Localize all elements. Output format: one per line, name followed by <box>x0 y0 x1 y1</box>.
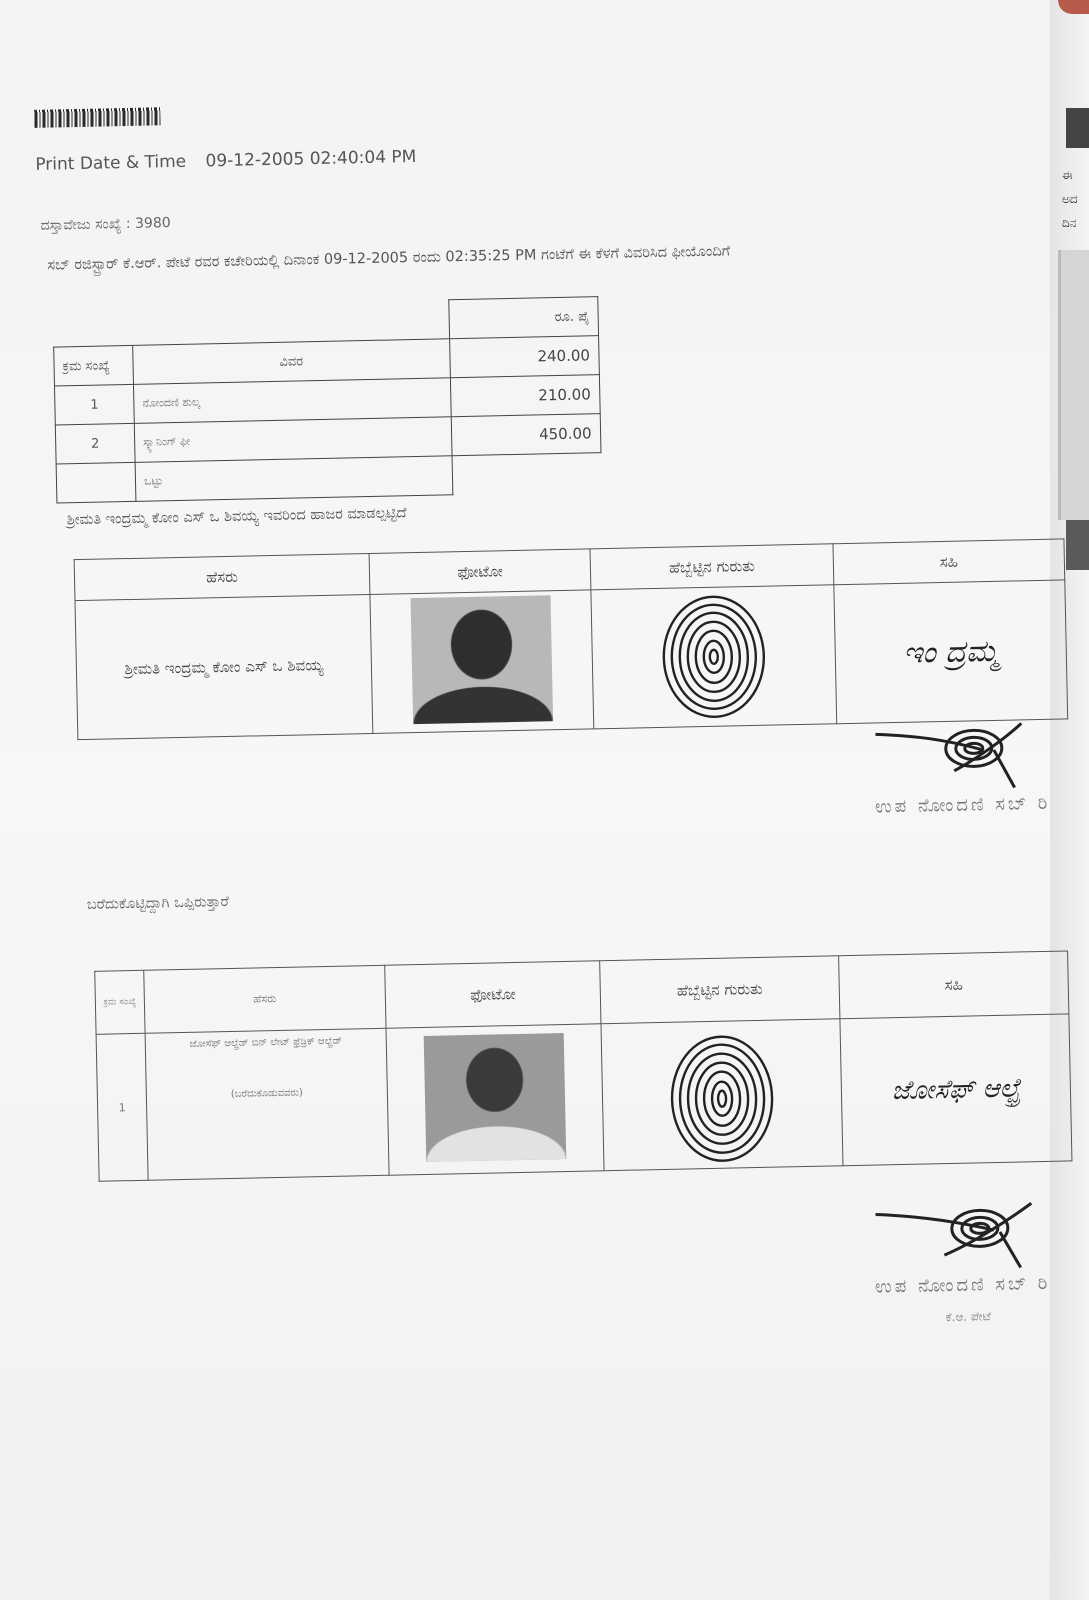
witness-caption: ಬರೆದುಕೊಟ್ಟಿದ್ದಾಗಿ ಒಪ್ಪಿರುತ್ತಾರೆ <box>86 894 229 913</box>
print-date-label: Print Date & Time <box>35 151 187 175</box>
intro-text: ಸಬ್ ರಜಿಸ್ಟ್ರಾರ್ ಕೆ.ಆರ್. ಪೇಟೆ ರವರ ಕಚೇರಿಯಲ್ಲಿ ದಿನಾಂಕ 09-12-2005 ರಂದು 02:35:25 PM ಗಂಟೆಗೆ ಈ ಕೆಳಗೆ ವಿವರಿಸಿದ ಫೀಯೊಂದಿಗೆ <box>47 243 731 274</box>
name-header: ಹೆಸರು <box>144 965 386 1033</box>
witness-name: ಜೋಸೆಫ್ ಆಲ್ಫ್ರೆಡ್ ಬಿನ್ ಲೇಟ್ ಫ್ರೆಡ್ರಿಕ್ ಆಲ್ಫ್ರೆಡ್ <box>189 1035 343 1050</box>
party-name: ಶ್ರೀಮತಿ ಇಂದ್ರಮ್ಮ ಕೋಂ ಎಸ್ ಒ ಶಿವಯ್ಯ <box>75 594 373 739</box>
presenter-text: ಶ್ರೀಮತಿ ಇಂದ್ರಮ್ಮ ಕೋಂ ಎಸ್ ಒ ಶಿವಯ್ಯ ಇವರಿಂದ ಹಾಜರ ಮಾಡಲ್ಪಟ್ಟಿದೆ <box>66 505 407 529</box>
fee-amount: 210.00 <box>450 375 600 417</box>
official-seal <box>873 1197 1051 1327</box>
witness-table <box>94 950 1072 1181</box>
fee-detail: ಸ್ಕ್ಯಾನಿಂಗ್ ಫೀ <box>134 417 451 463</box>
seal-subtext: ಕೆ.ಆ. ಪೇಟೆ <box>945 1309 992 1325</box>
photo-header: ಫೋಟೋ <box>385 961 601 1028</box>
party-signature: ಇಂ ದ್ರಮ್ಮ <box>902 633 999 671</box>
barcode <box>34 107 160 128</box>
fee-table <box>52 296 601 503</box>
official-seal <box>873 719 1050 818</box>
witness-serial: 1 <box>96 1033 148 1181</box>
document-content <box>30 78 1089 1399</box>
sign-header: ಸಹಿ <box>833 539 1065 585</box>
witness-photo <box>424 1033 567 1162</box>
print-date-value: 09-12-2005 02:40:04 PM <box>205 146 417 172</box>
document-number: ದಸ್ತಾವೇಜು ಸಂಖ್ಯೆ : 3980 <box>40 215 171 234</box>
signature-scribble-icon <box>873 719 1024 792</box>
fee-amount: 240.00 <box>449 336 599 378</box>
seal-text: ಉಪ ನೋಂದಣಿ ಸಬ್ ರಿ <box>874 1272 1051 1298</box>
fee-detail: ನೋಂದಣಿ ಶುಲ್ಕ <box>133 378 450 424</box>
print-date-line <box>35 147 430 175</box>
table-row <box>96 1014 1072 1181</box>
fingerprint-icon <box>664 1022 779 1164</box>
edge-text: ಅದ <box>1062 192 1078 206</box>
detail-header: ವಿವರ <box>133 339 450 385</box>
serial-header: ಕ್ರಮ ಸಂಖ್ಯೆ <box>54 345 134 386</box>
amount-header: ರೂ. ಪೈ <box>448 297 598 339</box>
sign-header: ಸಹಿ <box>839 951 1069 1019</box>
party-photo <box>411 595 554 724</box>
party-table <box>74 538 1069 740</box>
fingerprint-icon <box>656 588 771 722</box>
seal-text: ಉಪ ನೋಂದಣಿ ಸಬ್ ರಿ <box>874 792 1051 818</box>
signature-scribble-icon <box>873 1197 1034 1272</box>
thumb-header: ಹೆಬ್ಬೆಟ್ಟಿನ ಗುರುತು <box>590 544 834 590</box>
thumb-header: ಹೆಬ್ಬೆಟ್ಟಿನ ಗುರುತು <box>600 956 840 1024</box>
witness-signature: ಜೋಸೆಫ್ ಆಲ್ಫ್ರೆ <box>891 1072 1021 1106</box>
edge-text: ದಿನ <box>1062 216 1077 230</box>
name-header: ಹೆಸರು <box>74 553 370 600</box>
edge-text: ಈ <box>1062 168 1073 182</box>
serial-header: ಕ್ರಮ ಸಂಖ್ಯೆ <box>95 970 145 1034</box>
fee-total: 450.00 <box>451 414 601 456</box>
table-row <box>75 580 1068 740</box>
fee-total-label: ಒಟ್ಟು <box>135 456 452 502</box>
fee-serial: 1 <box>54 384 134 425</box>
fee-serial: 2 <box>55 423 135 464</box>
photo-header: ಫೋಟೋ <box>369 549 591 595</box>
witness-role: (ಬರೆದುಕೊಡುವವರು) <box>230 1087 303 1101</box>
